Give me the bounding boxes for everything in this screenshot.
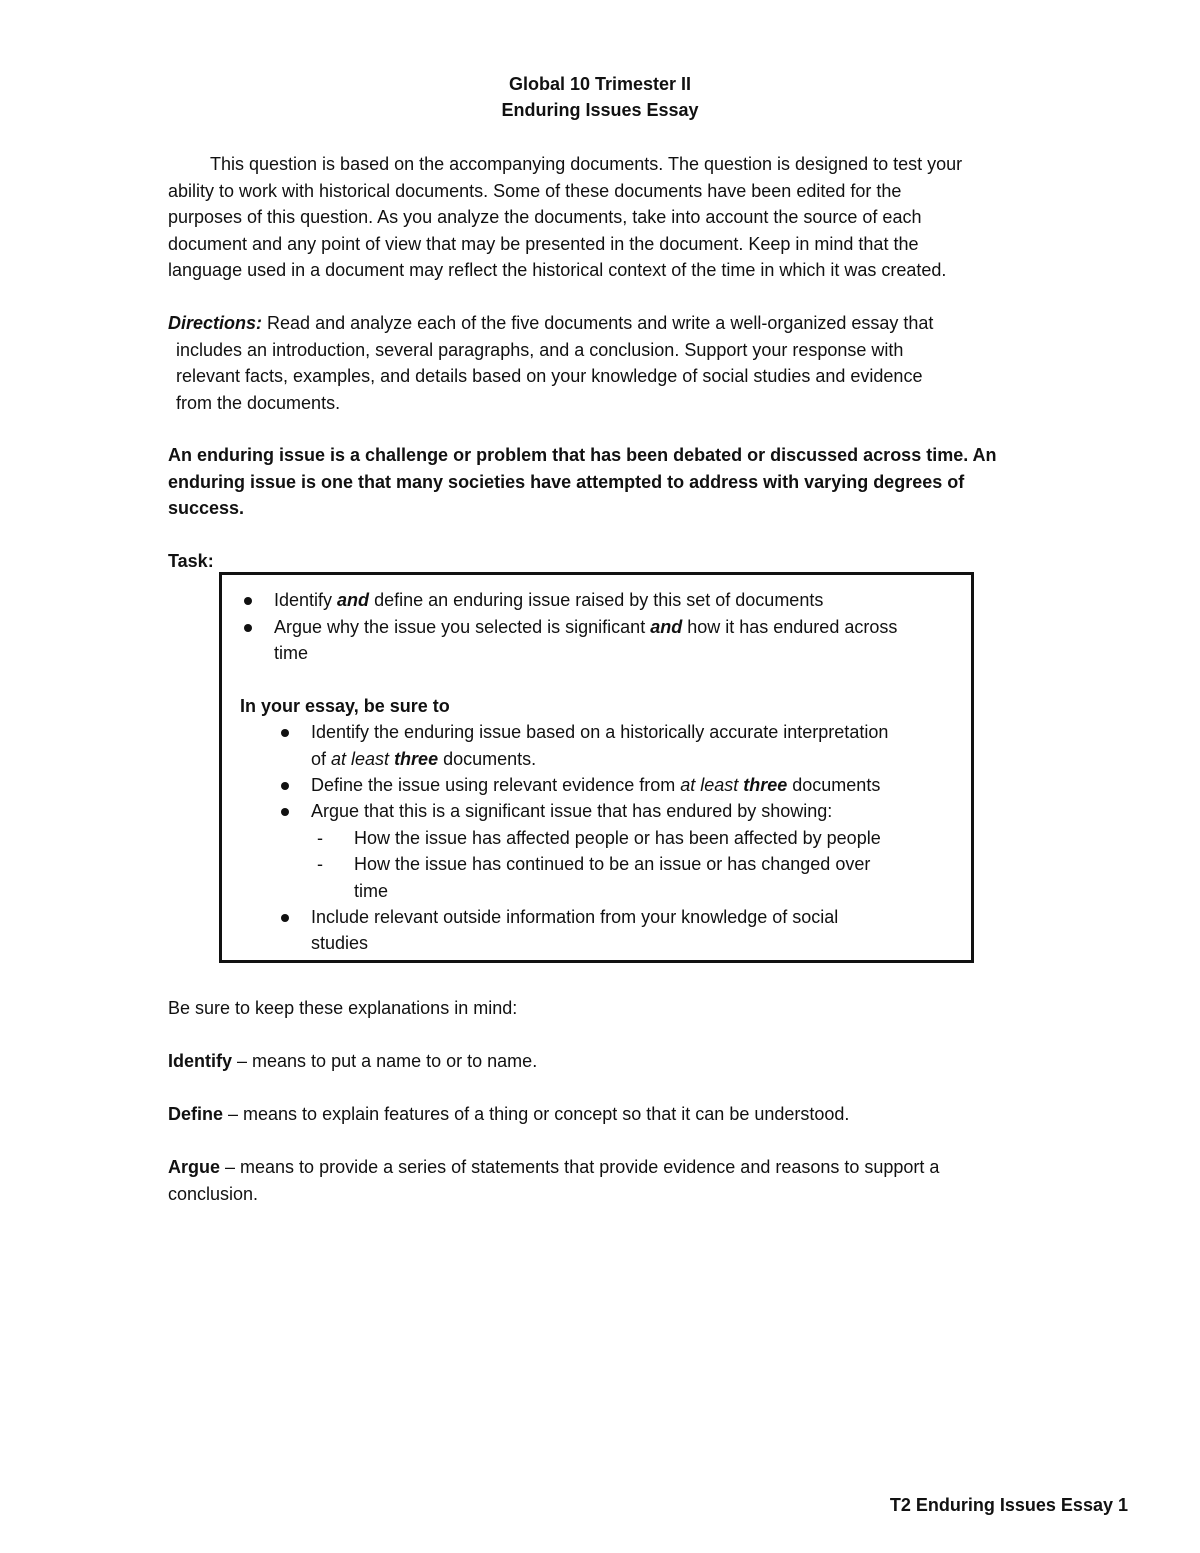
intro-line: This question is based on the accompanying documents. The question is designed to test your	[210, 154, 963, 174]
essay-item-argue: Argue that this is a significant issue that has endured by showing:	[311, 801, 833, 821]
essay-item-identify: Identify the enduring issue based on a historically accurate interpretation	[311, 722, 889, 742]
task-box	[219, 572, 974, 963]
document-title: Global 10 Trimester II	[508, 74, 692, 94]
directions-line: relevant facts, examples, and details based on your knowledge of social studies and evidence	[176, 366, 923, 386]
directions-line	[168, 310, 1048, 337]
directions-line: includes an introduction, several paragraphs, and a conclusion. Support your response with	[176, 339, 904, 360]
definition-line: enduring issue is one that many societies have attempted to address with varying degrees of	[168, 471, 965, 492]
bullet-icon	[244, 597, 252, 605]
task-bullet-argue-cont: time	[274, 643, 309, 663]
intro-line: document and any point of view that may be presented in the document. Keep in mind that the	[168, 233, 919, 254]
dash-marker: -	[317, 828, 323, 848]
explanation-argue: Argue – means to provide a series of statements that provide evidence and reasons to support a conclusion.	[168, 1157, 940, 1204]
essay-subitem-continued-cont: time	[354, 881, 389, 901]
essay-item-define: Define the issue using relevant evidence from at least three documents	[311, 775, 881, 795]
intro-paragraph	[168, 151, 1048, 284]
bullet-icon	[281, 808, 289, 816]
directions-line: from the documents.	[176, 392, 341, 413]
definition-line: success.	[168, 498, 245, 518]
essay-item-outside-info-cont: studies	[311, 933, 369, 953]
bullet-icon	[281, 914, 289, 922]
bullet-icon	[281, 729, 289, 737]
dash-marker: -	[317, 854, 323, 874]
essay-item-identify-cont: of at least three documents.	[311, 749, 537, 769]
intro-line: language used in a document may reflect the historical context of the time in which it was created.	[168, 260, 947, 280]
definition-line: An enduring issue is a challenge or problem that has been debated or discussed across time. An	[168, 445, 997, 465]
intro-line: purposes of this question. As you analyze the documents, take into account the source of each	[168, 207, 922, 227]
explanation-identify: Identify – means to put a name to or to name.	[168, 1051, 538, 1071]
document-subtitle: Enduring Issues Essay	[501, 100, 699, 120]
intro-line: ability to work with historical documents. Some of these documents have been edited for the	[168, 180, 902, 201]
essay-subitem-affected: How the issue has affected people or has been affected by people	[354, 828, 881, 848]
directions-paragraph	[168, 310, 1048, 416]
task-label: Task:	[168, 551, 214, 571]
essay-subitem-continued: How the issue has continued to be an issue or has changed over	[354, 854, 871, 874]
bullet-icon	[281, 782, 289, 790]
definition-paragraph	[168, 442, 1048, 522]
task-bullet-identify: Identify and define an enduring issue raised by this set of documents	[274, 590, 824, 610]
essay-heading: In your essay, be sure to	[240, 696, 450, 716]
bullet-icon	[244, 624, 252, 632]
page-footer: T2 Enduring Issues Essay 1	[889, 1495, 1128, 1515]
directions-text: Read and analyze each of the five documents and write a well-organized essay that	[262, 313, 934, 333]
explanation-define: Define – means to explain features of a thing or concept so that it can be understood.	[168, 1104, 850, 1124]
directions-label: Directions:	[168, 313, 263, 333]
task-bullet-argue: Argue why the issue you selected is significant and how it has endured across	[274, 617, 898, 637]
explanations-intro: Be sure to keep these explanations in mind:	[168, 998, 518, 1018]
essay-item-outside-info: Include relevant outside information from your knowledge of social	[311, 907, 839, 927]
